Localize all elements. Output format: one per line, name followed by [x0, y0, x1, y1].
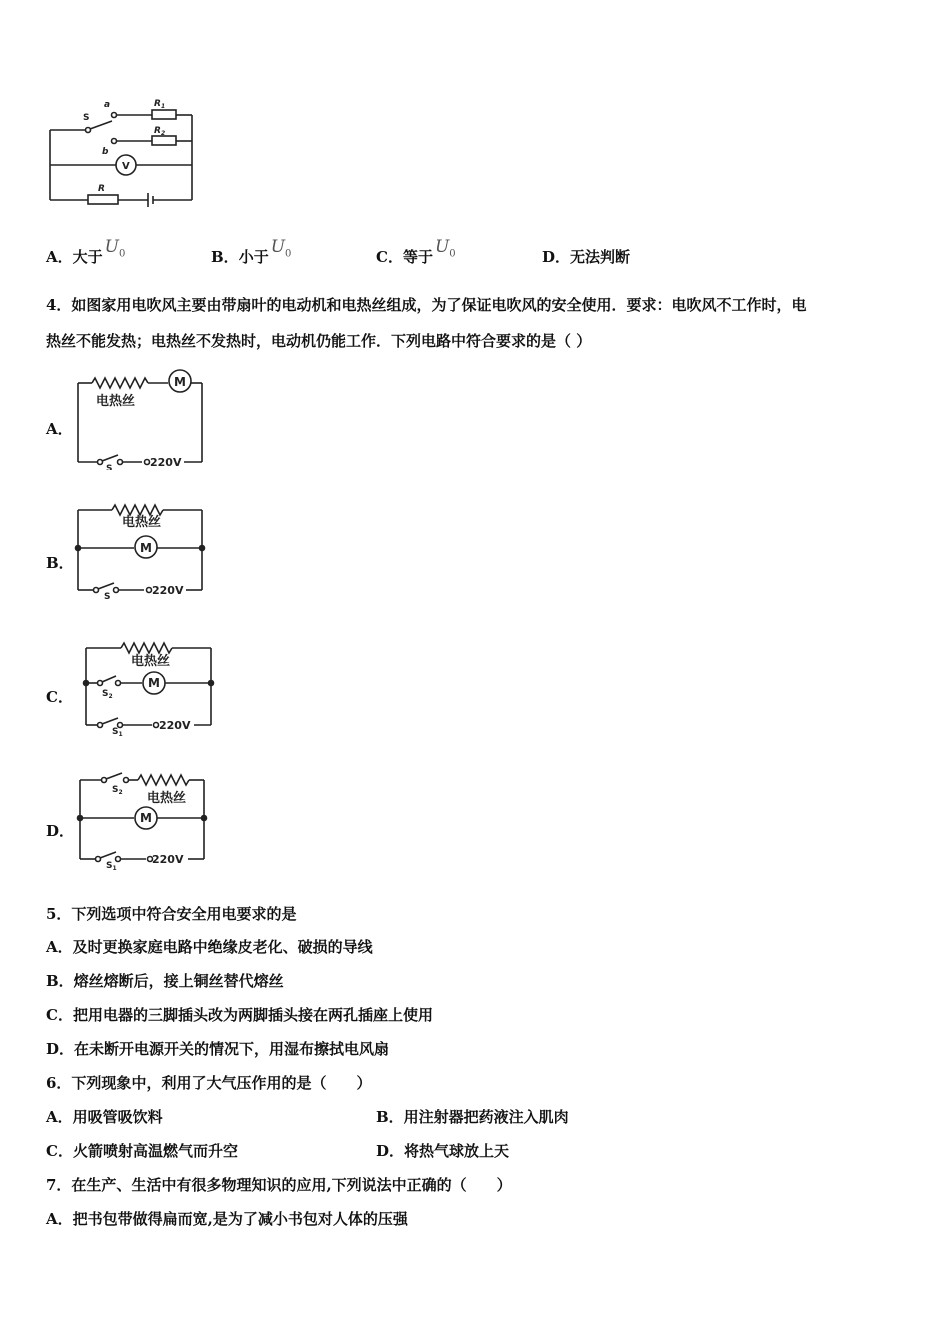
q3-option-b[interactable]: B．小于 $U_0$	[211, 237, 292, 266]
q3-circuit-diagram	[40, 95, 210, 210]
q3-label-a: a	[104, 100, 111, 110]
q6-stem: 6．下列现象中，利用了大气压作用的是（ ）	[46, 1074, 372, 1092]
q5-option-d[interactable]: D．在未断开电源开关的情况下，用湿布擦拭电风扇	[46, 1040, 390, 1058]
switch-s2-label: $S_2$	[102, 689, 113, 700]
motor-label: M	[140, 541, 152, 555]
heater-label: 电热丝	[122, 515, 162, 530]
voltage-label: 220V	[150, 456, 182, 469]
q4-circuit-b	[70, 500, 210, 600]
switch-label: S	[106, 464, 113, 470]
q3-option-a[interactable]: A．大于 $U_0$	[46, 237, 126, 266]
switch-s1-label: $S_1$	[106, 861, 117, 872]
motor-label: M	[140, 811, 152, 825]
switch-s2-label: $S_2$	[112, 785, 123, 796]
q5-option-c[interactable]: C．把用电器的三脚插头改为两脚插头接在两孔插座上使用	[46, 1006, 433, 1024]
q4-option-d[interactable]: D．	[46, 822, 75, 840]
heater-label: 电热丝	[96, 394, 136, 409]
q3-label-r: R	[98, 184, 105, 194]
q3-label-b: b	[102, 147, 109, 157]
q4-option-b[interactable]: B．	[46, 554, 74, 572]
u0-symbol: $U_0$	[104, 237, 126, 260]
q3-label-r2: $R_2$	[154, 126, 166, 137]
motor-label: M	[148, 676, 160, 690]
heater-label: 电热丝	[131, 654, 171, 669]
heater-label: 电热丝	[147, 791, 187, 806]
q5-option-a[interactable]: A．及时更换家庭电路中绝缘皮老化、破损的导线	[46, 938, 373, 956]
q3-options	[46, 237, 906, 270]
q4-stem-line1: 4．如图家用电吹风主要由带扇叶的电动机和电热丝组成，为了保证电吹风的安全使用．要求：电吹风不工作时，电	[46, 296, 807, 314]
q5-option-b[interactable]: B．熔丝熔断后，接上铜丝替代熔丝	[46, 972, 284, 990]
q3-label-s: S	[83, 113, 90, 123]
voltage-label: 220V	[159, 719, 191, 732]
q4-circuit-a	[70, 365, 210, 470]
u0-symbol: $U_0$	[434, 237, 456, 260]
q3-label-r1: $R_1$	[154, 99, 166, 110]
q6-option-d[interactable]: D．将热气球放上天	[376, 1142, 510, 1160]
voltage-label: 220V	[152, 853, 184, 866]
switch-s1-label: $S_1$	[112, 727, 123, 738]
q4-circuit-c	[76, 638, 221, 738]
q4-option-a[interactable]: A．	[46, 420, 73, 438]
q6-option-a[interactable]: A．用吸管吸饮料	[46, 1108, 163, 1126]
q4-stem-line2: 热丝不能发热；电热丝不发热时，电动机仍能工作．下列电路中符合要求的是（ ）	[46, 332, 592, 350]
voltage-label: 220V	[152, 584, 184, 597]
switch-label: S	[104, 592, 111, 600]
motor-label: M	[174, 375, 186, 389]
q6-option-b[interactable]: B．用注射器把药液注入肌肉	[376, 1108, 569, 1126]
q4-circuit-d	[72, 772, 217, 872]
q7-option-a[interactable]: A．把书包带做得扁而宽,是为了减小书包对人体的压强	[46, 1210, 408, 1228]
q5-stem: 5．下列选项中符合安全用电要求的是	[46, 905, 297, 923]
q3-label-v: V	[122, 161, 130, 172]
q3-option-c[interactable]: C．等于 $U_0$	[376, 237, 456, 266]
u0-symbol: $U_0$	[270, 237, 292, 260]
q4-option-c[interactable]: C．	[46, 688, 73, 706]
q3-option-d[interactable]: D．无法判断	[542, 248, 631, 266]
q7-stem: 7．在生产、生活中有很多物理知识的应用,下列说法中正确的（ ）	[46, 1176, 512, 1194]
q6-option-c[interactable]: C．火箭喷射高温燃气而升空	[46, 1142, 238, 1160]
